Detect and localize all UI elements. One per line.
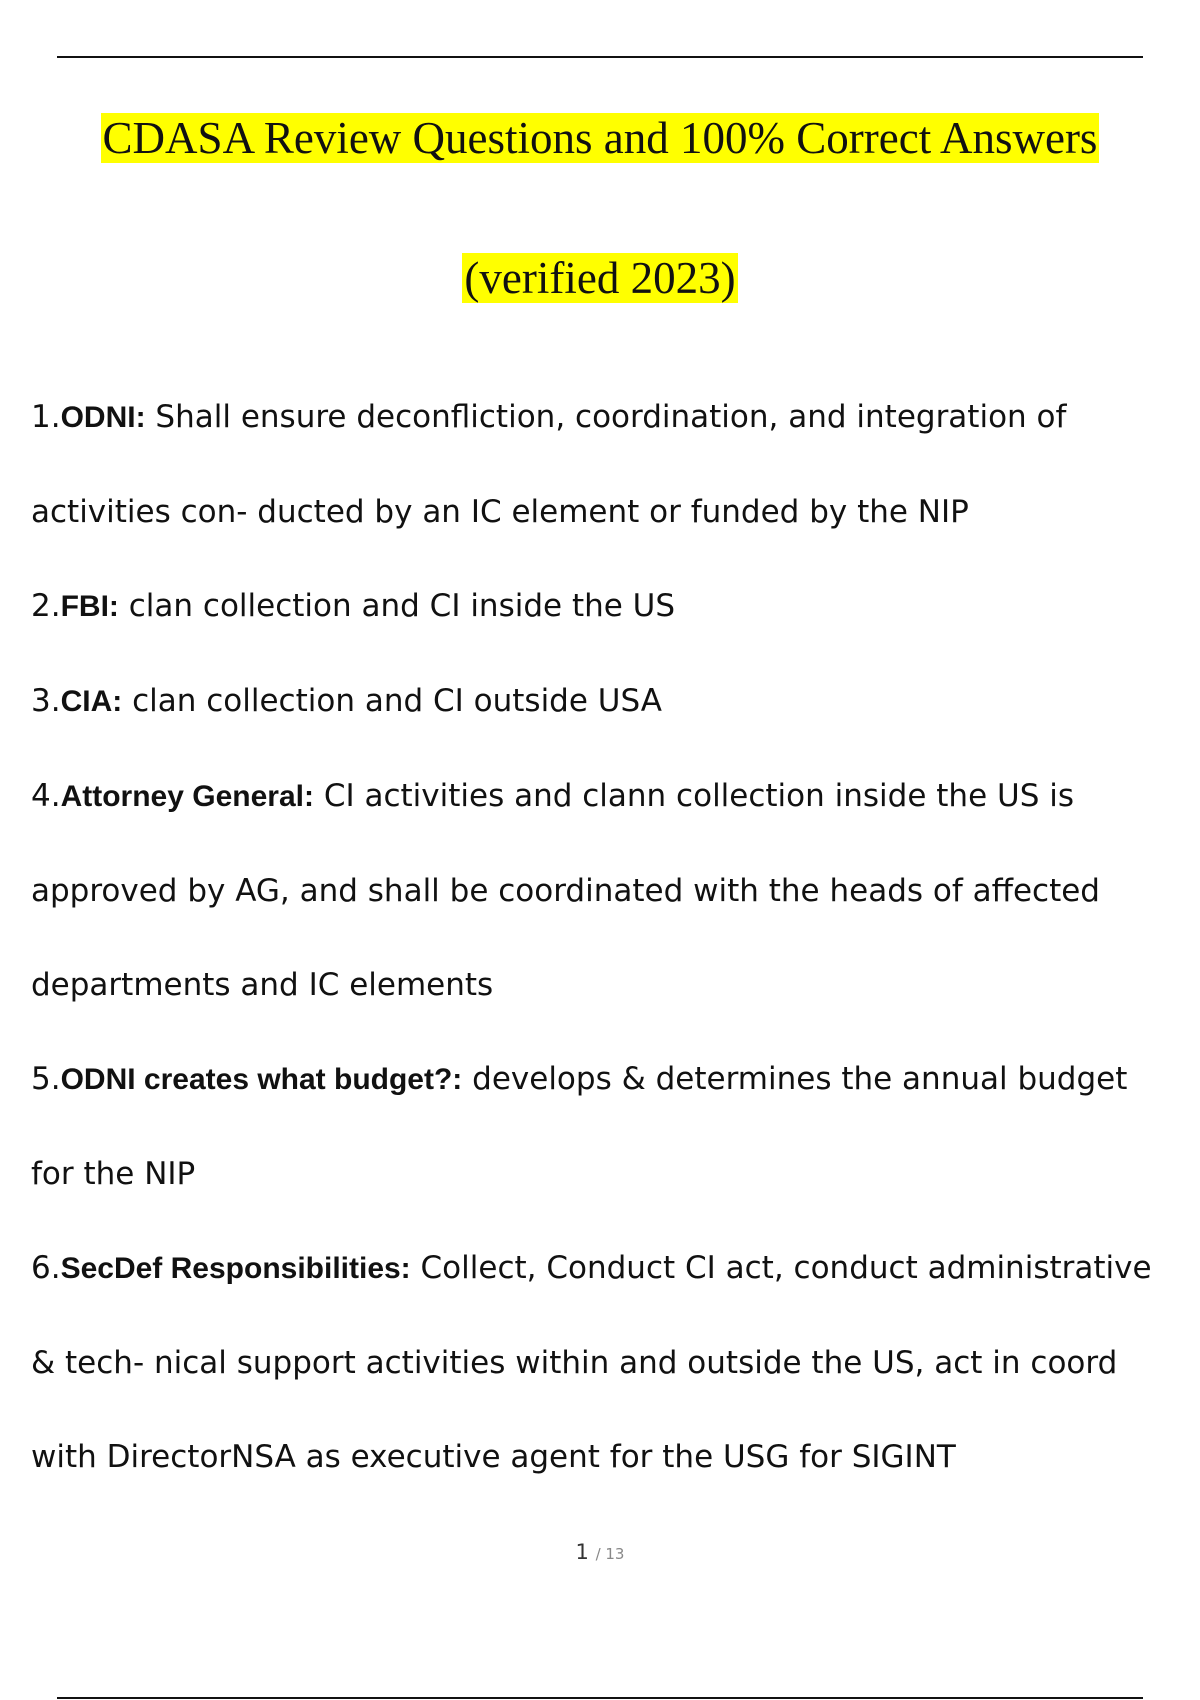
question-line (31, 559, 1200, 654)
total-pages: / 13 (595, 1545, 625, 1563)
question-term: Attorney General: (60, 780, 314, 813)
bottom-rule (57, 1697, 1143, 1699)
document-subtitle (0, 250, 1200, 306)
answer-text: & tech- nical support activities within and outside the US, act in coord (31, 1344, 1118, 1381)
question-number: 6. (31, 1250, 61, 1286)
current-page: 1 (575, 1540, 589, 1564)
question-item-2 (31, 559, 1200, 654)
answer-text: activities con- ducted by an IC element or funded by the NIP (31, 493, 969, 530)
document-title-line2: (verified 2023) (464, 253, 736, 303)
answer-text: Collect, Conduct CI act, conduct administrative (410, 1250, 1152, 1286)
page-number (0, 1540, 1200, 1564)
answer-text: approved by AG, and shall be coordinated with the heads of affected (31, 872, 1100, 909)
answer-text: clan collection and CI inside the US (118, 588, 676, 624)
question-term: CIA: (60, 685, 123, 718)
question-item-3 (31, 654, 1200, 749)
question-number: 2. (31, 588, 61, 624)
question-term: FBI: (60, 590, 119, 623)
document-title (0, 110, 1200, 166)
question-item-1 (31, 370, 1200, 559)
question-item-6 (31, 1221, 1200, 1505)
question-term: SecDef Responsibilities: (60, 1252, 411, 1285)
answer-text: develops & determines the annual budget (462, 1061, 1128, 1097)
answer-text: departments and IC elements (31, 967, 494, 1003)
answer-text: for the NIP (31, 1155, 196, 1192)
question-line (31, 749, 1200, 844)
question-item-4 (31, 749, 1200, 1033)
question-line (31, 1032, 1200, 1127)
question-term: ODNI: (60, 401, 146, 434)
question-number: 1. (31, 399, 61, 435)
question-number: 4. (31, 778, 61, 814)
answer-text: Shall ensure deconfliction, coordination, and integration of (145, 399, 1067, 435)
question-number: 5. (31, 1061, 61, 1097)
answer-text: clan collection and CI outside USA (122, 683, 662, 719)
document-title-line1: CDASA Review Questions and 100% Correct Answers (102, 113, 1098, 163)
answer-text: with DirectorNSA as executive agent for the USG for SIGINT (31, 1439, 956, 1475)
top-rule (57, 56, 1143, 58)
question-number: 3. (31, 683, 61, 719)
question-line (31, 370, 1200, 465)
question-term: ODNI creates what budget?: (60, 1063, 463, 1096)
answer-text: CI activities and clann collection inside the US is (313, 778, 1074, 814)
question-line (31, 1221, 1200, 1316)
question-line (31, 654, 1200, 749)
question-item-5 (31, 1032, 1200, 1221)
